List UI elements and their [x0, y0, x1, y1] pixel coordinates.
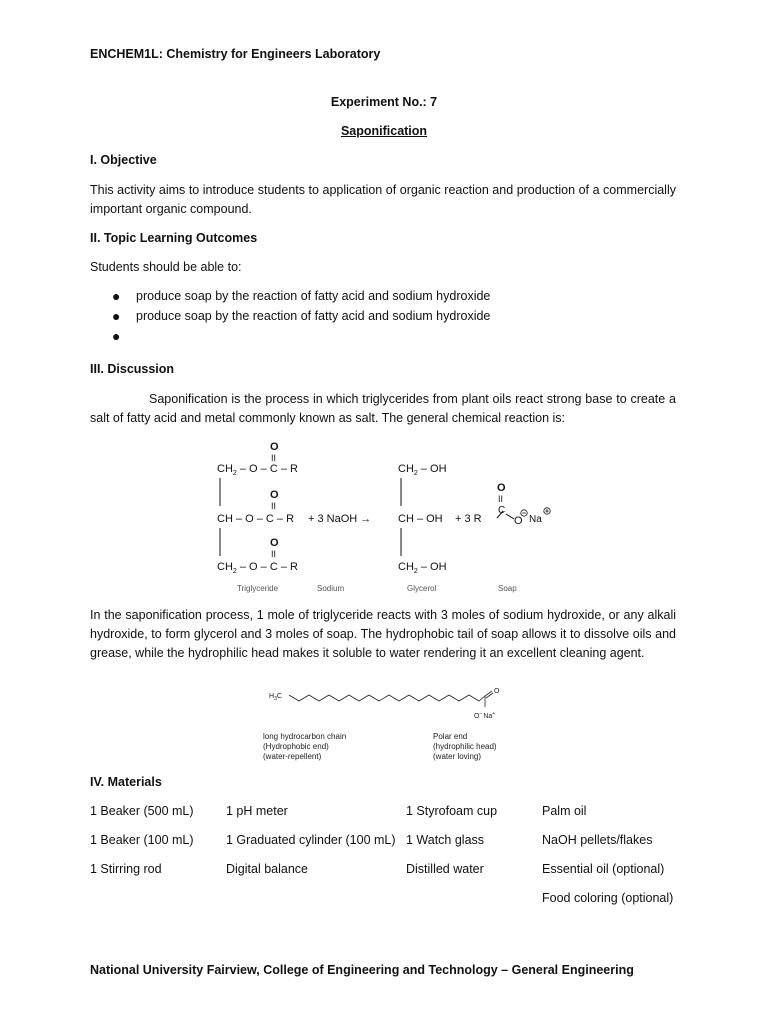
- chain-label-line-3: (water-repellent): [263, 752, 322, 761]
- soap-prefix: + 3 R: [455, 513, 482, 525]
- bullet-icon: ●: [112, 328, 121, 344]
- triglyceride-ch2-top: $CH_2$ – O – C – R: [217, 463, 298, 477]
- caption-sodium: Sodium: [317, 584, 345, 593]
- material-item: Essential oil (optional): [542, 862, 665, 876]
- document-header: ENCHEM1L: Chemistry for Engineers Laboratory: [90, 47, 381, 61]
- double-bond: II: [271, 549, 277, 559]
- page-title: Saponification: [340, 124, 428, 138]
- material-item: 1 Graduated cylinder (100 mL): [226, 833, 396, 847]
- soap-carbonyl-oxygen: O: [497, 482, 506, 494]
- discussion-paragraph-2: In the saponification process, 1 mole of triglyceride reacts with 3 moles of sodium hydroxide, or any alkali hydroxide, to form glycerol and 3 moles of soap. The hydrophobic tail of soap allows it to dissolve oils and grease, while the hydrophilic head makes it soluble to water rendering it an excellent cleaning agent.: [90, 608, 676, 660]
- triglyceride-ch-middle: CH – O – C – R: [217, 513, 295, 525]
- triglyceride-ch2-bottom: $CH_2$ – O – C – R: [217, 561, 298, 575]
- polar-label-line-3: (water loving): [433, 752, 482, 761]
- material-item: 1 Watch glass: [406, 833, 485, 847]
- carbonyl-oxygen: O: [270, 537, 279, 549]
- objective-heading: I. Objective: [90, 153, 157, 167]
- polar-label-line-2: (hydrophilic head): [433, 742, 497, 751]
- bullet-icon: ●: [112, 288, 121, 304]
- sodium-ion: Na: [529, 514, 542, 525]
- page-footer: National University Fairview, College of Engineering and Technology – General Engineering: [90, 963, 634, 977]
- carbonyl-oxygen: O: [270, 489, 279, 501]
- bullet-icon: ●: [112, 308, 121, 324]
- carbonyl-oxygen: O: [270, 441, 279, 453]
- material-item: NaOH pellets/flakes: [542, 833, 653, 847]
- polar-label-line-1: Polar end: [433, 732, 468, 741]
- material-item: 1 Stirring rod: [90, 862, 162, 876]
- caption-triglyceride: Triglyceride: [237, 584, 279, 593]
- hydrocarbon-chain: [289, 695, 485, 701]
- soap-molecule-diagram: [255, 685, 515, 767]
- material-item: Digital balance: [226, 862, 308, 876]
- caption-soap: Soap: [498, 584, 517, 593]
- saponification-reaction-diagram: [205, 436, 565, 598]
- objective-text: This activity aims to introduce students to application of organic reaction and production of a commercially important organic compound.: [90, 183, 676, 216]
- material-item: 1 Beaker (500 mL): [90, 804, 194, 818]
- material-item: 1 Beaker (100 mL): [90, 833, 194, 847]
- experiment-number: Experiment No.: 7: [330, 95, 438, 109]
- bond-line: [506, 514, 514, 519]
- double-bond: II: [271, 453, 277, 463]
- carboxylate-oxygen: O−Na+: [474, 711, 496, 720]
- soap-carbon: C: [498, 505, 506, 516]
- glycerol-ch2-bottom: $CH_2$ – OH: [398, 561, 447, 575]
- naoh-reagent: + 3 NaOH →: [308, 513, 372, 525]
- discussion-paragraph-1: Saponification is the process in which triglycerides from plant oils react strong base to create a salt of fatty acid and metal commonly known as salt. The general chemical reaction is:: [90, 392, 676, 425]
- glycerol-ch-middle: CH – OH: [398, 513, 443, 525]
- material-item: Distilled water: [406, 862, 484, 876]
- caption-glycerol: Glycerol: [407, 584, 437, 593]
- tlo-intro: Students should be able to:: [90, 260, 242, 274]
- soap-oxygen: O: [514, 515, 523, 527]
- material-item: Palm oil: [542, 804, 587, 818]
- material-item: 1 Styrofoam cup: [406, 804, 498, 818]
- discussion-heading: III. Discussion: [90, 362, 175, 376]
- tlo-heading: II. Topic Learning Outcomes: [90, 231, 258, 245]
- materials-heading: IV. Materials: [90, 775, 162, 789]
- carboxyl-oxygen: O: [494, 688, 500, 695]
- methyl-group-label: $H_3C$: [269, 693, 282, 702]
- double-bond: II: [498, 494, 504, 504]
- chain-label-line-2: (Hydrophobic end): [263, 742, 329, 751]
- glycerol-ch2-top: $CH_2$ – OH: [398, 463, 447, 477]
- material-item: Food coloring (optional): [542, 891, 674, 905]
- double-bond: II: [271, 501, 277, 511]
- chain-label-line-1: long hydrocarbon chain: [263, 732, 347, 741]
- material-item: 1 pH meter: [226, 804, 288, 818]
